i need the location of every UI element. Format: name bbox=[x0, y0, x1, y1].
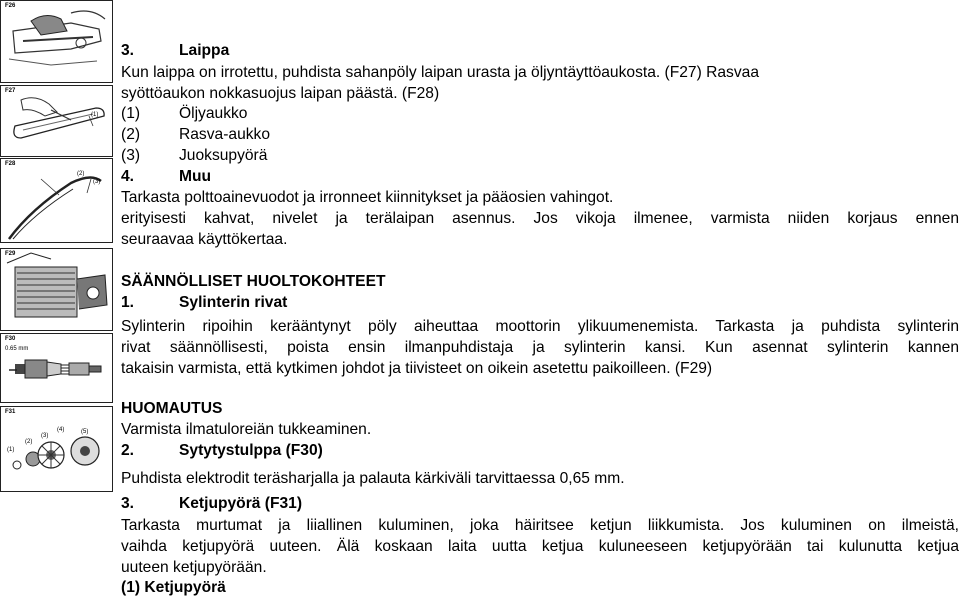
paragraph-line: Sylinterin ripoihin kerääntynyt pöly aiheuttaa moottorin ylikuumenemista. Tarkasta ja puhdista sylinterin bbox=[121, 318, 959, 335]
paragraph-line: Puhdista elektrodit teräsharjalla ja palauta kärkiväli tarvittaessa 0,65 mm. bbox=[121, 470, 625, 487]
paragraph-line: vaihda ketjupyörä uuteen. Älä koskaan laita uutta ketjua kuluneeseen ketjupyörään tai kulunutta ketjua bbox=[121, 538, 959, 555]
figure-f30 bbox=[0, 333, 113, 403]
chainsaw-bar-illustration bbox=[1, 1, 114, 84]
callout-4: (4) bbox=[57, 427, 65, 433]
callout-3: (3) bbox=[41, 433, 49, 439]
paragraph-line: erityisesti kahvat, nivelet ja terälaipan asennus. Jos vikoja ilmenee, varmista niiden korjaus ennen bbox=[121, 210, 959, 227]
section-title: Muu bbox=[179, 168, 212, 185]
figure-label: F29 bbox=[5, 251, 16, 257]
callout-3: (3) bbox=[93, 179, 101, 185]
section-muu-heading bbox=[121, 167, 211, 187]
figure-label: F30 bbox=[5, 336, 16, 342]
paragraph-line: rivat säännöllisesti, poista ensin ilmanpuhdistaja ja sylinterin kansi. Kun asennat sylinterin kannen bbox=[121, 339, 959, 356]
section-number: 4. bbox=[121, 168, 135, 185]
cylinder-fins-illustration bbox=[1, 249, 114, 332]
section-title: Ketjupyörä (F31) bbox=[179, 495, 303, 512]
callout-1: (1) bbox=[7, 447, 15, 453]
section-laippa-heading bbox=[121, 41, 229, 61]
spark-plug-heading bbox=[121, 441, 323, 461]
callout-5: (5) bbox=[81, 429, 89, 435]
paragraph-line: takaisin varmista, että kytkimen johdot ja tiivisteet on oikein asetettu paikoilleen. (F29) bbox=[121, 360, 713, 377]
figure-f29 bbox=[0, 248, 113, 331]
list-item bbox=[121, 146, 267, 166]
item-number: (3) bbox=[121, 147, 141, 164]
figure-label: F31 bbox=[5, 409, 16, 415]
section-title: Sytytystulppa (F30) bbox=[179, 442, 323, 459]
figure-f28 bbox=[0, 158, 113, 243]
paragraph-line: Tarkasta murtumat ja liiallinen kuluminen, joka häiritsee ketjun liikkumista. Jos kuluminen on ilmeistä, bbox=[121, 517, 959, 534]
periodic-maintenance-heading: SÄÄNNÖLLISET HUOLTOKOHTEET bbox=[121, 273, 386, 290]
callout-2: (2) bbox=[77, 171, 85, 177]
section-title: Laippa bbox=[179, 42, 230, 59]
figure-f26 bbox=[0, 0, 113, 83]
paragraph-line: syöttöaukon nokkasuojus laipan päästä. (F28) bbox=[121, 85, 440, 102]
bar-nose-illustration bbox=[1, 159, 114, 244]
figure-label: F28 bbox=[5, 161, 16, 167]
section-number: 1. bbox=[121, 294, 135, 311]
paragraph-line: seuraavaa käyttökertaa. bbox=[121, 231, 288, 248]
list-item bbox=[121, 125, 270, 145]
item-label: Öljyaukko bbox=[179, 105, 248, 122]
note-text: Varmista ilmatuloreiän tukkeaminen. bbox=[121, 421, 372, 438]
section-title: Sylinterin rivat bbox=[179, 294, 288, 311]
note-heading: HUOMAUTUS bbox=[121, 400, 223, 417]
section-number: 3. bbox=[121, 495, 135, 512]
callout-1: (1) bbox=[91, 112, 99, 118]
gap-label: 0.65 mm bbox=[5, 346, 29, 352]
figure-f31 bbox=[0, 406, 113, 492]
figure-f27 bbox=[0, 85, 113, 157]
callout-2: (2) bbox=[25, 439, 33, 445]
list-item: (1) Ketjupyörä bbox=[121, 579, 226, 596]
section-number: 2. bbox=[121, 442, 135, 459]
figure-label: F27 bbox=[5, 88, 16, 94]
item-label: Rasva-aukko bbox=[179, 126, 271, 143]
paragraph-line: uuteen ketjupyörään. bbox=[121, 559, 267, 576]
paragraph-line: Tarkasta polttoainevuodot ja irronneet kiinnitykset ja pääosien vahingot. bbox=[121, 189, 614, 206]
cylinder-fins-heading bbox=[121, 293, 287, 313]
list-item bbox=[121, 104, 247, 124]
sprocket-heading bbox=[121, 494, 302, 514]
item-number: (1) bbox=[121, 105, 141, 122]
figure-label: F26 bbox=[5, 3, 16, 9]
item-label: Juoksupyörä bbox=[179, 147, 268, 164]
paragraph-line: Kun laippa on irrotettu, puhdista sahanpöly laipan urasta ja öljyntäyttöaukosta. (F27) Rasvaa bbox=[121, 64, 759, 81]
spark-plug-illustration bbox=[1, 334, 114, 404]
guide-bar-cleaning-illustration bbox=[1, 86, 114, 158]
item-number: (2) bbox=[121, 126, 141, 143]
sprocket-exploded-illustration bbox=[1, 407, 114, 493]
section-number: 3. bbox=[121, 42, 135, 59]
